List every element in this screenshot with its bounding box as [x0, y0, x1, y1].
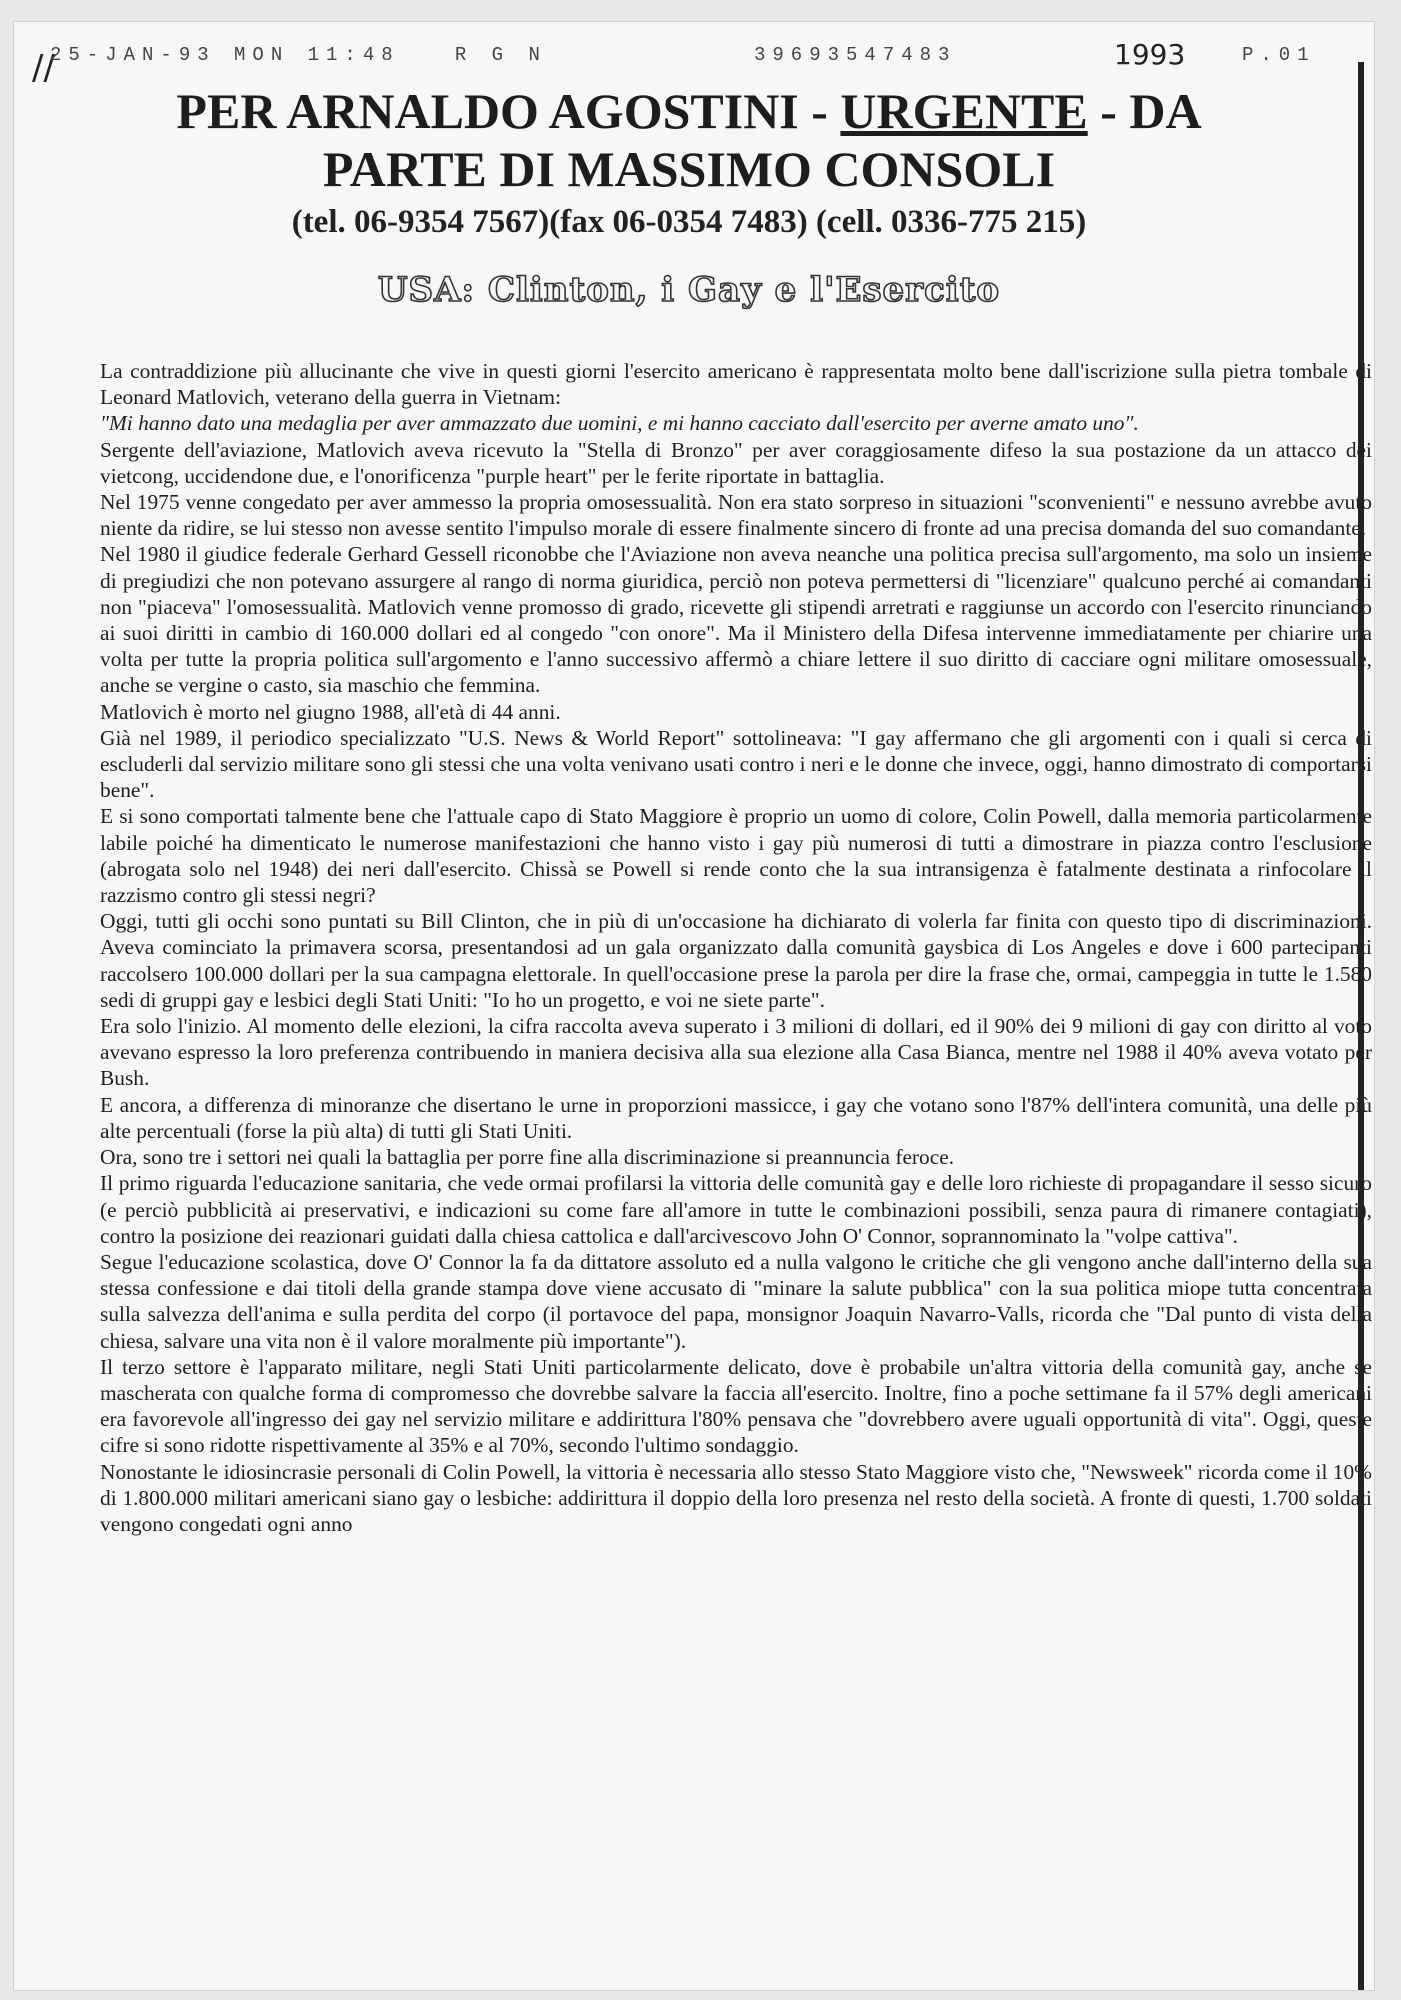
fax-date-time: 25-JAN-93 MON 11:48 R G N: [50, 44, 547, 66]
paragraph: E ancora, a differenza di minoranze che disertano le urne in proporzioni massicce, i gay che votano sono l'87% dell'intera comunità, una delle più alte percentuali (forse la più alta) di tutti gli Stati Uniti.: [100, 1092, 1372, 1143]
article-title: USA: Clinton, i Gay e l'Esercito: [377, 270, 1001, 310]
paragraph: Nel 1980 il giudice federale Gerhard Gessell riconobbe che l'Aviazione non aveva neanche una politica precisa sull'argomento, ma solo un insieme di pregiudizi che non potevano assurgere al rango di norma giuridica, perciò non poteva permettersi di "licenziare" qualcuno perché ai comandanti non "piaceva" l'omosessualità. Matlovich venne promosso di grado, ricevette gli stipendi arretrati e raggiunse un accordo con l'esercito rinunciando ai suoi diritti in cambio di 160.000 dollari ed al congedo "con onore". Ma il Ministero della Difesa intervenne immediatamente per chiarire una volta per tutte la propria politica sull'argomento e l'anno successivo affermò a chiare lettere il suo diritto di cacciare ogni militare omosessuale, anche se vergine o casto, sia maschio che femmina.: [100, 542, 1372, 698]
document-title: [44, 82, 1334, 198]
paragraph: La contraddizione più allucinante che vive in questi giorni l'esercito americano è rappresentata molto bene dall'iscrizione sulla pietra tombale di Leonard Matlovich, veterano della guerra in Vietnam:: [100, 359, 1372, 410]
paragraph: Ora, sono tre i settori nei quali la battaglia per porre fine alla discriminazione si preannuncia feroce.: [100, 1145, 955, 1170]
fax-page-number: P.01: [1242, 44, 1316, 66]
fax-phone-number: 39693547483: [754, 44, 957, 66]
fax-transmission-header: [34, 38, 1334, 72]
paragraph: Oggi, tutti gli occhi sono puntati su Bill Clinton, che in più di un'occasione ha dichiarato di volerla far finita con questo tipo di discriminazioni. Aveva cominciato la primavera scorsa, presentandosi ad un gala organizzato dalla comunità gaysbica di Los Angeles e dove i 600 partecipanti raccolsero 100.000 dollari per la sua campagna elettorale. In quell'occasione prese la parola per dire la frase che, ormai, campeggia in tutte le 1.580 sedi di gruppi gay e lesbici degli Stati Uniti: "Io ho un progetto, e voi ne siete parte".: [100, 909, 1372, 1012]
title-urgent: URGENTE: [840, 83, 1088, 139]
paragraph: Era solo l'inizio. Al momento delle elezioni, la cifra raccolta aveva superato i 3 milioni di dollari, ed il 90% dei 9 milioni di gay con diritto al voto avevano espresso la loro preferenza contribuendo in maniera decisiva alla sua elezione alla Casa Bianca, mentre nel 1988 il 40% aveva votato per Bush.: [100, 1014, 1372, 1091]
paragraph: Il primo riguarda l'educazione sanitaria, che vede ormai profilarsi la vittoria delle comunità gay e delle loro richieste di propagandare il sesso sicuro (e perciò pubblicità ai preservativi, e indicazioni su come fare all'amore in tutte le combinazioni possibili, senza paura di rimanere contagiati), contro la posizione dei reazionari guidati dalla chiesa cattolica e dall'arcivescovo John O' Connor, soprannominato la "volpe cattiva".: [100, 1171, 1372, 1248]
handwritten-year: 1993: [1114, 38, 1186, 71]
article-body: [100, 358, 1372, 1537]
contact-numbers: (tel. 06-9354 7567)(fax 06-0354 7483) (cell. 0336-775 215): [291, 204, 1087, 240]
paragraph: Nel 1975 venne congedato per aver ammesso la propria omosessualità. Non era stato sorpreso in situazioni "sconvenienti" e nessuno avrebbe avuto niente da ridire, se lui stesso non avesse sentito l'impulso morale di essere finalmente sincero di fronte ad una precisa domanda del suo comandante.: [100, 490, 1372, 541]
fax-page: [14, 22, 1374, 1990]
title-sender: PARTE DI MASSIMO CONSOLI: [322, 141, 1056, 197]
paragraph: Sergente dell'aviazione, Matlovich aveva ricevuto la "Stella di Bronzo" per aver coraggiosamente difeso la sua postazione da un attacco dei vietcong, uccidendone due, e l'onorificenza "purple heart" per le ferite riportate in battaglia.: [100, 437, 1372, 488]
paragraph: E si sono comportati talmente bene che l'attuale capo di Stato Maggiore è proprio un uomo di colore, Colin Powell, dalla memoria particolarmente labile poiché ha dimenticato le numerose manifestazioni che hanno visto i gay più numerosi di tutti a dimostrare in piazza contro l'esclusione (abrogata solo nel 1948) dei neri dall'esercito. Chissà se Powell si rende conto che la sua intransigenza è fatalmente destinata a rinfocolare il razzismo contro gli stessi negri?: [100, 804, 1372, 908]
paragraph: Nonostante le idiosincrasie personali di Colin Powell, la vittoria è necessaria allo stesso Stato Maggiore visto che, "Newsweek" ricorda come il 10% di 1.800.000 militari americani siano gay o lesbiche: addirittura il doppio della loro presenza nel resto della società. A fronte di questi, 1.700 soldati vengono congedati ogni anno: [100, 1459, 1372, 1536]
paragraph: Segue l'educazione scolastica, dove O' Connor la fa da dittatore assoluto ed a nulla valgono le critiche che gli vengono anche dall'interno della sua stessa confessione e dai titoli della grande stampa dove viene accusato di "minare la salute pubblica" con la sua politica miope tutta concentrata sulla salvezza dell'anima e sulla perdita del corpo (il portavoce del papa, monsignor Joaquin Navarro-Valls, ricorda che "Dal punto di vista della chiesa, salvare una vita non è il valore moralmente più importante").: [100, 1249, 1372, 1353]
paragraph: Matlovich è morto nel giugno 1988, all'età di 44 anni.: [100, 699, 561, 724]
handwritten-corner-mark: //: [32, 48, 55, 88]
title-da: - DA: [1087, 83, 1202, 139]
paragraph: Il terzo settore è l'apparato militare, negli Stati Uniti particolarmente delicato, dove è probabile un'altra vittoria della comunità gay, anche se mascherata con qualche forma di compromesso che dovrebbe salvare la faccia all'esercito. Inoltre, fino a poche settimane fa il 57% degli americani era favorevole all'ingresso dei gay nel servizio militare e addirittura l'80% pensava che "dovrebbero avere uguali opportunità di vita". Oggi, queste cifre si sono ridotte rispettivamente al 35% e al 70%, secondo l'ultimo sondaggio.: [100, 1354, 1372, 1458]
paragraph: Già nel 1989, il periodico specializzato "U.S. News & World Report" sottolineava: "I gay affermano che gli argomenti con i quali si cerca di escluderli dal servizio militare sono gli stessi che una volta venivano usati contro i neri e le donne che invece, oggi, hanno dimostrato di comportarsi bene".: [100, 725, 1372, 803]
epitaph-quote: "Mi hanno dato una medaglia per aver ammazzato due uomini, e mi hanno cacciato dall'esercito per averne amato uno".: [100, 411, 1139, 436]
title-recipient: PER ARNALDO AGOSTINI -: [176, 83, 841, 139]
